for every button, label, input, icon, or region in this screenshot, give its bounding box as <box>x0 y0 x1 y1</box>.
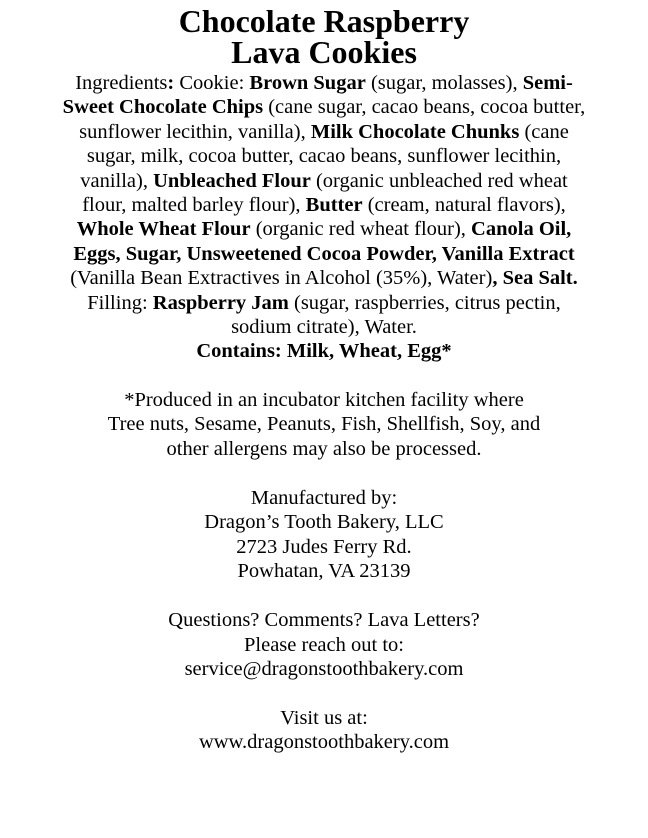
ingredient-bold-text: Butter <box>305 194 363 217</box>
allergen-note-line: other allergens may also be processed. <box>166 438 482 461</box>
ingredient-bold-text: : <box>167 72 175 94</box>
manufacturer-name: Dragon’s Tooth Bakery, LLC <box>204 511 444 534</box>
ingredient-text: (cane sugar, milk, cocoa butter, cacao beans, sunflower lecithin, vanilla), <box>80 120 569 192</box>
ingredient-text: Cookie: <box>174 72 250 94</box>
website-block <box>0 706 648 755</box>
product-label <box>0 3 648 755</box>
manufacturer-block <box>0 486 648 584</box>
website-heading: Visit us at: <box>280 706 368 729</box>
manufacturer-heading: Manufactured by: <box>250 486 398 509</box>
title-line-1: Chocolate Raspberry <box>178 3 470 39</box>
ingredient-text: Ingredients <box>75 72 168 94</box>
allergen-note <box>0 388 648 462</box>
contains-statement: Contains: Milk, Wheat, Egg* <box>196 340 452 363</box>
title-line-2: Lava Cookies <box>231 34 417 70</box>
contact-email: service@dragonstoothbakery.com <box>184 658 464 681</box>
ingredient-text: (sugar, raspberries, citrus pectin, sodium citrate), Water. <box>231 291 561 339</box>
allergen-note-line: *Produced in an incubator kitchen facility where <box>124 388 524 411</box>
ingredient-text: (organic unbleached red wheat flour, malted barley flour), <box>82 169 568 217</box>
ingredient-bold-text: Semi-Sweet Chocolate Chips <box>62 72 573 119</box>
ingredient-text: (organic red wheat flour), <box>250 218 472 241</box>
contact-question: Questions? Comments? Lava Letters? <box>168 609 480 632</box>
ingredient-text: Filling: <box>87 291 153 314</box>
spacer <box>0 584 648 608</box>
ingredient-bold-text: Raspberry Jam <box>152 291 289 314</box>
manufacturer-street: 2723 Judes Ferry Rd. <box>236 535 412 558</box>
contact-block <box>0 608 648 682</box>
ingredient-bold-text: Milk Chocolate Chunks <box>310 120 520 143</box>
ingredient-text: (cream, natural flavors), <box>362 194 566 217</box>
ingredient-bold-text: Brown Sugar <box>249 72 366 94</box>
ingredient-text: (Vanilla Bean Extractives in Alcohol (35%), Water) <box>70 267 493 290</box>
ingredients-paragraph <box>58 71 590 364</box>
allergen-note-line: Tree nuts, Sesame, Peanuts, Fish, Shellfish, Soy, and <box>107 413 541 436</box>
ingredient-bold-text: , Sea Salt. <box>492 267 578 290</box>
ingredient-bold-text: Whole Wheat Flour <box>76 218 251 241</box>
contact-prompt: Please reach out to: <box>244 633 404 656</box>
spacer <box>0 364 648 388</box>
manufacturer-city: Powhatan, VA 23139 <box>237 560 411 583</box>
ingredient-text: (cane sugar, cacao beans, cocoa butter, sunflower lecithin, vanilla), <box>79 96 586 143</box>
ingredient-bold-text: Unbleached Flour <box>153 169 311 192</box>
product-title <box>0 3 648 70</box>
ingredient-text: (sugar, molasses), <box>365 72 523 94</box>
website-url: www.dragonstoothbakery.com <box>198 731 450 754</box>
ingredient-bold-text: Canola Oil, Eggs, Sugar, Unsweetened Cocoa Powder, Vanilla Extract <box>73 218 575 265</box>
spacer <box>0 682 648 706</box>
spacer <box>0 462 648 486</box>
ingredients-text <box>63 72 586 338</box>
